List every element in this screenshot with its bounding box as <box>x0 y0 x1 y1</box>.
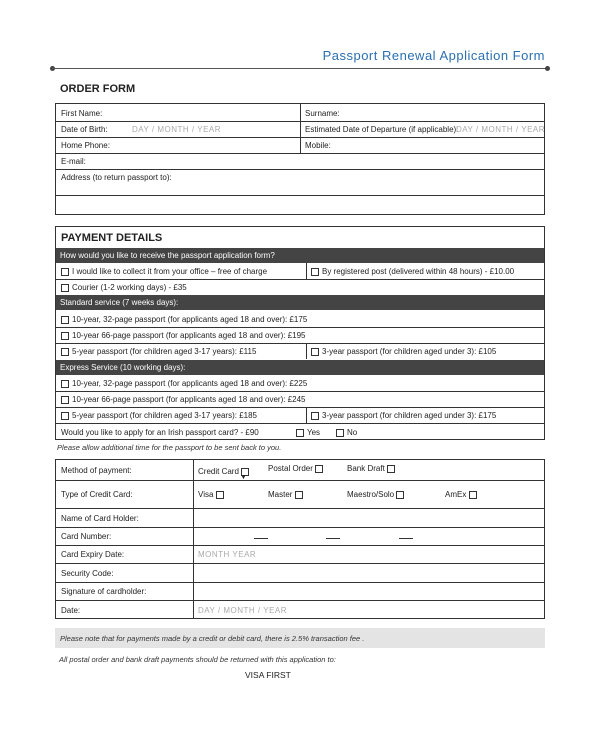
std-checkbox-2[interactable] <box>61 332 69 340</box>
departure-label: Estimated Date of Departure (if applicable): <box>305 125 459 134</box>
visa-first-label: VISA FIRST <box>245 670 291 680</box>
master-checkbox[interactable] <box>295 491 303 499</box>
irish-no-checkbox[interactable] <box>336 429 344 437</box>
date-label: Date: <box>61 606 81 615</box>
std-option-3[interactable]: 5-year passport (for children aged 3-17 years): £115 <box>61 347 256 356</box>
visa-checkbox[interactable] <box>216 491 224 499</box>
collect-checkbox[interactable] <box>61 268 69 276</box>
postal-note: All postal order and bank draft payments should be returned with this application to: <box>59 655 336 664</box>
bank-draft-option[interactable]: Bank Draft <box>347 464 398 473</box>
standard-service-bar: Standard service (7 weeks days): <box>56 295 544 310</box>
irish-card-question: Would you like to apply for an Irish passport card? - £90 <box>61 428 259 437</box>
exp-checkbox-1[interactable] <box>61 380 69 388</box>
payment-method-table <box>55 459 545 619</box>
courier-checkbox[interactable] <box>61 284 69 292</box>
std-checkbox-4[interactable] <box>311 348 319 356</box>
post-checkbox[interactable] <box>311 268 319 276</box>
form-title: Passport Renewal Application Form <box>322 48 545 63</box>
card-type-label: Type of Credit Card: <box>61 490 133 499</box>
fee-note: Please note that for payments made by a credit or debit card, there is 2.5% transaction fee . <box>60 634 365 643</box>
method-label: Method of payment: <box>61 466 132 475</box>
receive-question-bar: How would you like to receive the passport application form? <box>56 248 544 263</box>
master-option[interactable]: Master <box>268 490 306 499</box>
std-checkbox-3[interactable] <box>61 348 69 356</box>
mobile-label: Mobile: <box>305 141 331 150</box>
security-code-label: Security Code: <box>61 569 114 578</box>
expiry-label: Card Expiry Date: <box>61 550 125 559</box>
maestro-checkbox[interactable] <box>396 491 404 499</box>
header-divider <box>52 68 548 69</box>
bank-draft-checkbox[interactable] <box>387 465 395 473</box>
postal-order-checkbox[interactable] <box>315 465 323 473</box>
exp-option-4[interactable]: 3-year passport (for children aged under 3): £175 <box>311 411 496 420</box>
amex-option[interactable]: AmEx <box>445 490 480 499</box>
payment-details-table <box>55 226 545 440</box>
maestro-option[interactable]: Maestro/Solo <box>347 490 407 499</box>
dob-field[interactable]: DAY / MONTH / YEAR <box>132 125 222 134</box>
exp-checkbox-2[interactable] <box>61 396 69 404</box>
std-option-4[interactable]: 3-year passport (for children aged under 3): £105 <box>311 347 496 356</box>
order-form-table <box>55 103 545 215</box>
line-end-dot <box>545 66 550 71</box>
fee-note-bar <box>55 628 545 648</box>
home-phone-label: Home Phone: <box>61 141 110 150</box>
exp-checkbox-3[interactable] <box>61 412 69 420</box>
address-label: Address (to return passport to): <box>61 173 172 182</box>
dob-label: Date of Birth: <box>61 125 108 134</box>
courier-option[interactable]: Courier (1-2 working days) - £35 <box>61 283 187 292</box>
exp-option-3[interactable]: 5-year passport (for children aged 3-17 years): £185 <box>61 411 257 420</box>
irish-yes-option[interactable]: Yes <box>296 428 320 437</box>
date-field[interactable]: DAY / MONTH / YEAR <box>198 606 288 615</box>
amex-checkbox[interactable] <box>469 491 477 499</box>
exp-option-2[interactable]: 10-year 66-page passport (for applicants aged 18 and over): £245 <box>61 395 305 404</box>
std-checkbox-1[interactable] <box>61 316 69 324</box>
first-name-label: First Name: <box>61 109 103 118</box>
holder-label: Name of Card Holder: <box>61 514 139 523</box>
triangle-down-icon: ▼ <box>240 474 247 481</box>
express-service-bar: Express Service (10 working days): <box>56 360 544 375</box>
irish-no-option[interactable]: No <box>336 428 357 437</box>
irish-yes-checkbox[interactable] <box>296 429 304 437</box>
expiry-field[interactable]: MONTH YEAR <box>198 550 257 559</box>
collect-option[interactable]: I would like to collect it from your office – free of charge <box>61 267 267 276</box>
postal-order-option[interactable]: Postal Order <box>268 464 326 473</box>
email-label: E-mail: <box>61 157 86 166</box>
card-number-label: Card Number: <box>61 532 112 541</box>
visa-option[interactable]: Visa <box>198 490 227 499</box>
signature-label: Signature of cardholder: <box>61 587 147 596</box>
allow-time-note: Please allow additional time for the passport to be sent back to you. <box>57 443 282 452</box>
payment-heading: PAYMENT DETAILS <box>61 232 163 244</box>
std-option-1[interactable]: 10-year, 32-page passport (for applicants aged 18 and over): £175 <box>61 315 307 324</box>
credit-card-option[interactable]: Credit Card <box>198 467 252 476</box>
departure-field[interactable]: DAY / MONTH / YEAR <box>456 125 546 134</box>
order-form-heading: ORDER FORM <box>60 83 136 95</box>
exp-checkbox-4[interactable] <box>311 412 319 420</box>
exp-option-1[interactable]: 10-year, 32-page passport (for applicants aged 18 and over): £225 <box>61 379 307 388</box>
std-option-2[interactable]: 10-year 66-page passport (for applicants aged 18 and over): £195 <box>61 331 305 340</box>
post-option[interactable]: By registered post (delivered within 48 hours) - £10.00 <box>311 267 514 276</box>
surname-label: Surname: <box>305 109 340 118</box>
